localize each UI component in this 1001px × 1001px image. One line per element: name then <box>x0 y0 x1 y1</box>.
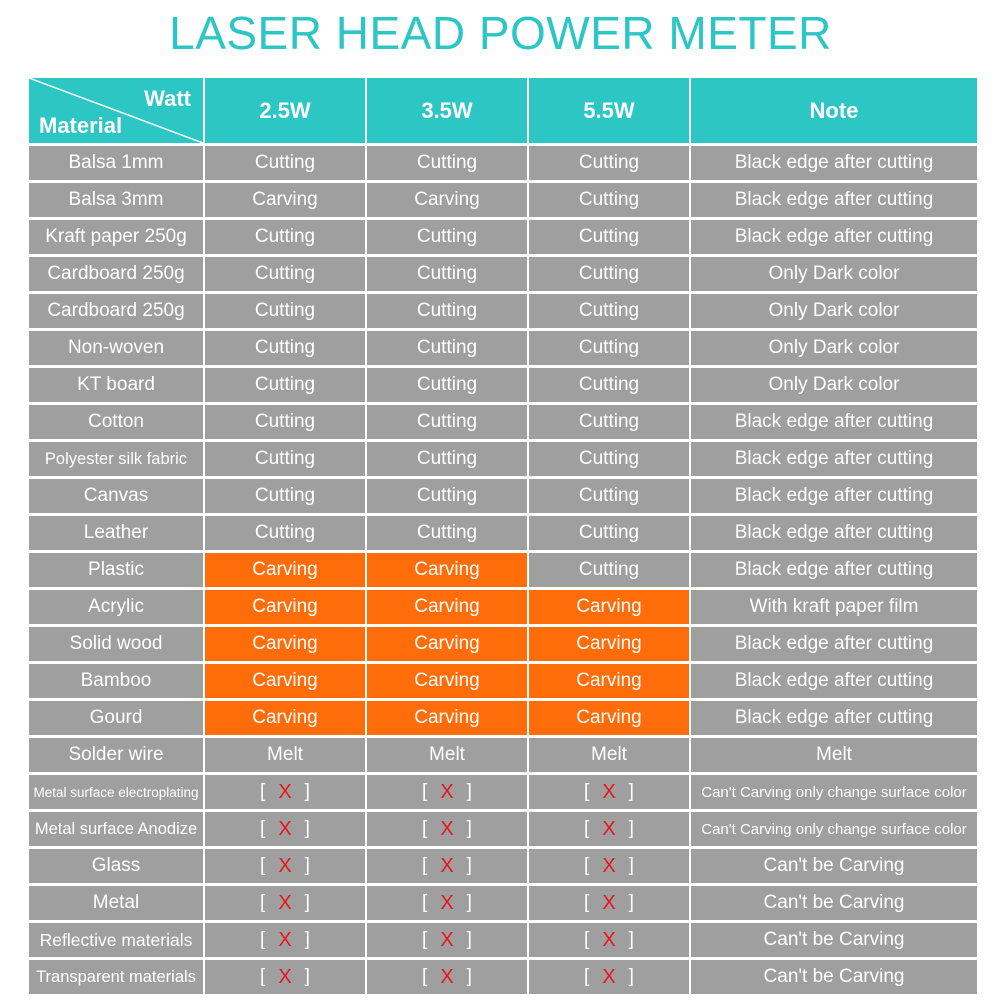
cross-icon: X <box>602 780 616 803</box>
material-cell: Metal surface electroplating <box>29 775 203 809</box>
power-cell <box>529 849 689 883</box>
table-row <box>29 738 977 772</box>
power-cell <box>205 775 365 809</box>
note-cell: Black edge after cutting <box>691 701 977 735</box>
power-cell <box>367 923 527 957</box>
power-cell: Cutting <box>529 146 689 180</box>
column-header-2-5w: 2.5W <box>205 78 365 143</box>
table-row <box>29 664 977 698</box>
table-row <box>29 849 977 883</box>
material-cell: Balsa 1mm <box>29 146 203 180</box>
bracket-open: [ <box>260 855 266 876</box>
note-cell: Only Dark color <box>691 294 977 328</box>
cross-icon: X <box>602 965 616 988</box>
material-cell: Gourd <box>29 701 203 735</box>
cross-icon: X <box>440 891 454 914</box>
bracket-close: ] <box>628 781 634 802</box>
power-cell: Carving <box>367 627 527 661</box>
table-row <box>29 294 977 328</box>
power-cell: Cutting <box>367 479 527 513</box>
bracket-open: [ <box>260 892 266 913</box>
power-cell: Carving <box>205 590 365 624</box>
table-row <box>29 442 977 476</box>
bracket-open: [ <box>260 781 266 802</box>
material-cell: Non-woven <box>29 331 203 365</box>
power-cell: Carving <box>367 183 527 217</box>
bracket-open: [ <box>422 892 428 913</box>
power-cell: Cutting <box>205 516 365 550</box>
not-supported-mark <box>422 966 472 989</box>
not-supported-mark <box>422 929 472 952</box>
bracket-open: [ <box>422 855 428 876</box>
note-cell: Black edge after cutting <box>691 405 977 439</box>
note-cell: Can't Carving only change surface color <box>691 812 977 846</box>
power-cell <box>367 775 527 809</box>
table-body <box>29 146 977 994</box>
note-cell: Black edge after cutting <box>691 442 977 476</box>
table-row <box>29 220 977 254</box>
material-cell: Metal <box>29 886 203 920</box>
table-row <box>29 701 977 735</box>
bracket-close: ] <box>628 855 634 876</box>
page-title: LASER HEAD POWER METER <box>169 7 832 59</box>
note-cell: Only Dark color <box>691 368 977 402</box>
table-row <box>29 331 977 365</box>
not-supported-mark <box>260 966 310 989</box>
bracket-open: [ <box>422 966 428 987</box>
not-supported-mark <box>584 966 634 989</box>
note-cell: Can't Carving only change surface color <box>691 775 977 809</box>
table-row <box>29 812 977 846</box>
power-cell: Cutting <box>205 368 365 402</box>
table-row <box>29 146 977 180</box>
cross-icon: X <box>278 928 292 951</box>
power-cell: Carving <box>205 627 365 661</box>
power-cell: Carving <box>205 183 365 217</box>
power-cell: Melt <box>205 738 365 772</box>
cross-icon: X <box>278 854 292 877</box>
power-cell: Cutting <box>529 516 689 550</box>
power-cell <box>529 886 689 920</box>
bracket-open: [ <box>584 781 590 802</box>
bracket-open: [ <box>584 929 590 950</box>
power-cell: Cutting <box>529 405 689 439</box>
power-cell: Cutting <box>529 220 689 254</box>
table-row <box>29 923 977 957</box>
material-cell: Leather <box>29 516 203 550</box>
power-cell <box>205 886 365 920</box>
power-cell: Carving <box>205 664 365 698</box>
note-cell: Melt <box>691 738 977 772</box>
table-row <box>29 405 977 439</box>
table-row <box>29 516 977 550</box>
power-cell: Carving <box>529 664 689 698</box>
not-supported-mark <box>584 818 634 841</box>
table-row <box>29 590 977 624</box>
power-cell: Cutting <box>529 257 689 291</box>
bracket-open: [ <box>584 966 590 987</box>
power-cell: Cutting <box>205 294 365 328</box>
power-cell: Cutting <box>205 220 365 254</box>
bracket-open: [ <box>584 855 590 876</box>
note-cell: With kraft paper film <box>691 590 977 624</box>
cross-icon: X <box>278 780 292 803</box>
bracket-close: ] <box>628 966 634 987</box>
cross-icon: X <box>440 817 454 840</box>
note-cell: Black edge after cutting <box>691 627 977 661</box>
table-row <box>29 368 977 402</box>
material-cell: Acrylic <box>29 590 203 624</box>
power-cell: Melt <box>367 738 527 772</box>
table-row <box>29 886 977 920</box>
power-cell: Cutting <box>205 331 365 365</box>
bracket-open: [ <box>422 818 428 839</box>
power-cell <box>529 923 689 957</box>
not-supported-mark <box>422 855 472 878</box>
not-supported-mark <box>260 929 310 952</box>
bracket-close: ] <box>628 929 634 950</box>
bracket-close: ] <box>304 966 310 987</box>
power-cell: Cutting <box>367 442 527 476</box>
cross-icon: X <box>602 854 616 877</box>
bracket-close: ] <box>466 929 472 950</box>
table-header <box>29 78 977 143</box>
note-cell: Black edge after cutting <box>691 479 977 513</box>
material-cell: Transparent materials <box>29 960 203 994</box>
bracket-open: [ <box>422 781 428 802</box>
material-cell: Canvas <box>29 479 203 513</box>
power-cell <box>367 849 527 883</box>
power-cell: Carving <box>529 627 689 661</box>
power-cell: Carving <box>367 664 527 698</box>
bracket-close: ] <box>304 892 310 913</box>
table-row <box>29 627 977 661</box>
power-cell <box>205 923 365 957</box>
power-cell: Carving <box>529 590 689 624</box>
power-cell: Carving <box>367 701 527 735</box>
note-cell: Can't be Carving <box>691 923 977 957</box>
power-cell: Cutting <box>367 516 527 550</box>
power-cell <box>529 775 689 809</box>
power-cell: Cutting <box>529 294 689 328</box>
power-cell: Cutting <box>529 553 689 587</box>
power-cell: Cutting <box>529 183 689 217</box>
material-cell: Solder wire <box>29 738 203 772</box>
note-cell: Black edge after cutting <box>691 664 977 698</box>
material-cell: Bamboo <box>29 664 203 698</box>
power-cell: Cutting <box>205 257 365 291</box>
note-cell: Can't be Carving <box>691 849 977 883</box>
cross-icon: X <box>602 817 616 840</box>
cross-icon: X <box>602 928 616 951</box>
table-row <box>29 183 977 217</box>
material-cell: Plastic <box>29 553 203 587</box>
power-cell <box>529 812 689 846</box>
power-cell: Carving <box>367 553 527 587</box>
power-cell <box>205 812 365 846</box>
not-supported-mark <box>584 892 634 915</box>
bracket-close: ] <box>304 818 310 839</box>
power-cell <box>367 960 527 994</box>
table-row <box>29 960 977 994</box>
header-row <box>29 78 977 143</box>
corner-header-cell <box>29 78 203 143</box>
bracket-open: [ <box>584 818 590 839</box>
note-cell: Only Dark color <box>691 257 977 291</box>
not-supported-mark <box>584 855 634 878</box>
not-supported-mark <box>584 781 634 804</box>
power-cell: Cutting <box>367 220 527 254</box>
power-cell: Melt <box>529 738 689 772</box>
bracket-close: ] <box>628 892 634 913</box>
material-cell: Glass <box>29 849 203 883</box>
power-cell: Cutting <box>367 146 527 180</box>
bracket-close: ] <box>466 892 472 913</box>
power-cell: Cutting <box>529 442 689 476</box>
table-row <box>29 553 977 587</box>
table-row <box>29 775 977 809</box>
watt-label: Watt <box>144 86 191 111</box>
power-cell: Carving <box>205 553 365 587</box>
cross-icon: X <box>602 891 616 914</box>
power-cell: Carving <box>367 590 527 624</box>
power-cell <box>529 960 689 994</box>
material-cell: Cardboard 250g <box>29 257 203 291</box>
material-cell: Polyester silk fabric <box>29 442 203 476</box>
bracket-close: ] <box>466 818 472 839</box>
material-cell: Cotton <box>29 405 203 439</box>
power-cell <box>205 849 365 883</box>
cross-icon: X <box>440 780 454 803</box>
bracket-open: [ <box>584 892 590 913</box>
material-label: Material <box>39 113 123 138</box>
power-cell: Cutting <box>367 331 527 365</box>
bracket-close: ] <box>628 818 634 839</box>
not-supported-mark <box>260 781 310 804</box>
bracket-close: ] <box>466 781 472 802</box>
not-supported-mark <box>584 929 634 952</box>
power-cell <box>367 886 527 920</box>
note-cell: Black edge after cutting <box>691 553 977 587</box>
power-cell <box>367 812 527 846</box>
note-cell: Black edge after cutting <box>691 183 977 217</box>
power-cell: Cutting <box>529 479 689 513</box>
power-cell: Cutting <box>205 405 365 439</box>
bracket-open: [ <box>260 929 266 950</box>
cross-icon: X <box>440 854 454 877</box>
cross-icon: X <box>440 965 454 988</box>
material-cell: Kraft paper 250g <box>29 220 203 254</box>
bracket-open: [ <box>422 929 428 950</box>
power-cell: Carving <box>205 701 365 735</box>
note-cell: Black edge after cutting <box>691 516 977 550</box>
column-header-note: Note <box>691 78 977 143</box>
column-header-5-5w: 5.5W <box>529 78 689 143</box>
material-cell: Reflective materials <box>29 923 203 957</box>
power-cell: Cutting <box>529 368 689 402</box>
note-cell: Can't be Carving <box>691 886 977 920</box>
note-cell: Black edge after cutting <box>691 220 977 254</box>
not-supported-mark <box>422 818 472 841</box>
power-cell: Cutting <box>367 405 527 439</box>
power-cell <box>205 960 365 994</box>
not-supported-mark <box>422 781 472 804</box>
table-row <box>29 257 977 291</box>
material-cell: Metal surface Anodize <box>29 812 203 846</box>
material-cell: Balsa 3mm <box>29 183 203 217</box>
power-cell: Cutting <box>367 294 527 328</box>
column-header-3-5w: 3.5W <box>367 78 527 143</box>
cross-icon: X <box>278 817 292 840</box>
bracket-open: [ <box>260 966 266 987</box>
material-cell: Cardboard 250g <box>29 294 203 328</box>
bracket-close: ] <box>466 966 472 987</box>
note-cell: Can't be Carving <box>691 960 977 994</box>
power-meter-table <box>27 75 979 997</box>
cross-icon: X <box>278 965 292 988</box>
not-supported-mark <box>260 892 310 915</box>
not-supported-mark <box>422 892 472 915</box>
bracket-close: ] <box>304 929 310 950</box>
cross-icon: X <box>440 928 454 951</box>
power-cell: Cutting <box>205 146 365 180</box>
note-cell: Black edge after cutting <box>691 146 977 180</box>
material-cell: Solid wood <box>29 627 203 661</box>
not-supported-mark <box>260 818 310 841</box>
bracket-close: ] <box>466 855 472 876</box>
table-row <box>29 479 977 513</box>
note-cell: Only Dark color <box>691 331 977 365</box>
bracket-close: ] <box>304 855 310 876</box>
power-cell: Cutting <box>367 257 527 291</box>
power-cell: Cutting <box>367 368 527 402</box>
not-supported-mark <box>260 855 310 878</box>
bracket-open: [ <box>260 818 266 839</box>
bracket-close: ] <box>304 781 310 802</box>
power-cell: Carving <box>529 701 689 735</box>
power-cell: Cutting <box>205 479 365 513</box>
power-cell: Cutting <box>205 442 365 476</box>
material-cell: KT board <box>29 368 203 402</box>
cross-icon: X <box>278 891 292 914</box>
power-cell: Cutting <box>529 331 689 365</box>
